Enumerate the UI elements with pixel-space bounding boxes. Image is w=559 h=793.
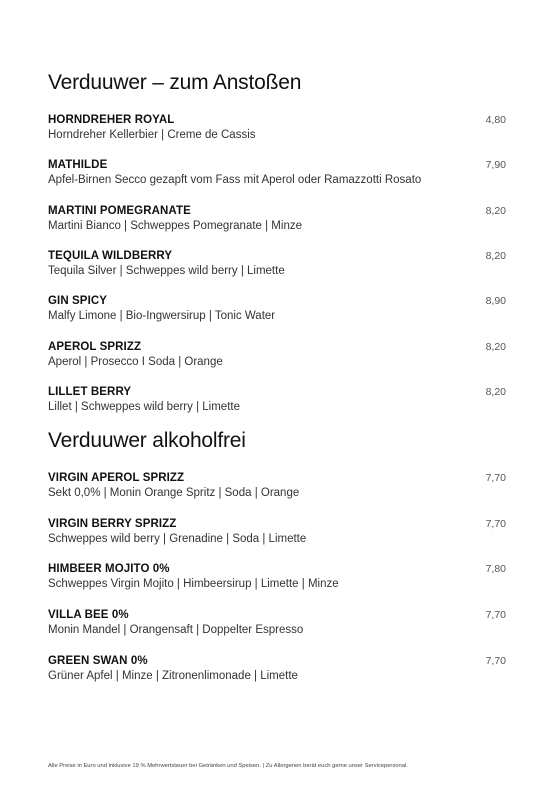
- item-description: Schweppes wild berry | Grenadine | Soda | Limette: [48, 533, 307, 545]
- menu-item: [48, 205, 506, 239]
- item-price: 8,20: [485, 341, 506, 353]
- menu-page: [48, 0, 506, 793]
- item-name: VILLA BEE 0%: [48, 609, 129, 621]
- item-price: 8,90: [485, 295, 506, 307]
- item-name: HORNDREHER ROYAL: [48, 114, 175, 126]
- menu-item: [48, 609, 506, 643]
- item-price: 8,20: [485, 250, 506, 262]
- item-description: Sekt 0,0% | Monin Orange Spritz | Soda | Orange: [48, 487, 300, 499]
- section-title-zum-anstossen: Verduuwer – zum Anstoßen: [48, 71, 302, 94]
- footer-note: Alle Preise in Euro und inklusive 19 % Mehrwertsteuer bei Getränken und Speisen. | Zu Allergenen berät euch gerne unser Servicepersonal.: [48, 763, 408, 769]
- item-price: 7,80: [485, 563, 506, 575]
- item-price: 4,80: [485, 114, 506, 126]
- item-description: Horndreher Kellerbier | Creme de Cassis: [48, 129, 256, 141]
- item-price: 7,70: [485, 655, 506, 667]
- item-name: GREEN SWAN 0%: [48, 655, 148, 667]
- section-title-alkoholfrei: Verduuwer alkoholfrei: [48, 429, 246, 452]
- menu-item: [48, 563, 506, 597]
- menu-item: [48, 341, 506, 375]
- menu-item: [48, 386, 506, 420]
- item-name: HIMBEER MOJITO 0%: [48, 563, 170, 575]
- item-description: Schweppes Virgin Mojito | Himbeersirup | Limette | Minze: [48, 578, 339, 590]
- menu-item: [48, 295, 506, 329]
- menu-item: [48, 114, 506, 148]
- item-description: Apfel-Birnen Secco gezapft vom Fass mit Aperol oder Ramazzotti Rosato: [48, 174, 422, 186]
- item-description: Monin Mandel | Orangensaft | Doppelter Espresso: [48, 624, 304, 636]
- menu-item: [48, 250, 506, 284]
- item-description: Lillet | Schweppes wild berry | Limette: [48, 401, 240, 413]
- item-name: GIN SPICY: [48, 295, 108, 307]
- item-name: MATHILDE: [48, 159, 108, 171]
- menu-item: [48, 159, 506, 193]
- menu-item: [48, 472, 506, 506]
- menu-item: [48, 655, 506, 689]
- item-name: APEROL SPRIZZ: [48, 341, 142, 353]
- item-price: 7,70: [485, 518, 506, 530]
- item-description: Tequila Silver | Schweppes wild berry | Limette: [48, 265, 285, 277]
- item-name: TEQUILA WILDBERRY: [48, 250, 173, 262]
- item-price: 7,70: [485, 472, 506, 484]
- item-description: Malfy Limone | Bio-Ingwersirup | Tonic Water: [48, 310, 276, 322]
- menu-item: [48, 518, 506, 552]
- item-price: 8,20: [485, 386, 506, 398]
- item-name: VIRGIN BERRY SPRIZZ: [48, 518, 177, 530]
- item-name: LILLET BERRY: [48, 386, 132, 398]
- item-price: 7,70: [485, 609, 506, 621]
- item-name: VIRGIN APEROL SPRIZZ: [48, 472, 185, 484]
- item-name: MARTINI POMEGRANATE: [48, 205, 191, 217]
- item-price: 7,90: [485, 159, 506, 171]
- item-description: Aperol | Prosecco I Soda | Orange: [48, 356, 223, 368]
- item-description: Grüner Apfel | Minze | Zitronenlimonade | Limette: [48, 670, 298, 682]
- item-description: Martini Bianco | Schweppes Pomegranate | Minze: [48, 220, 302, 232]
- item-price: 8,20: [485, 205, 506, 217]
